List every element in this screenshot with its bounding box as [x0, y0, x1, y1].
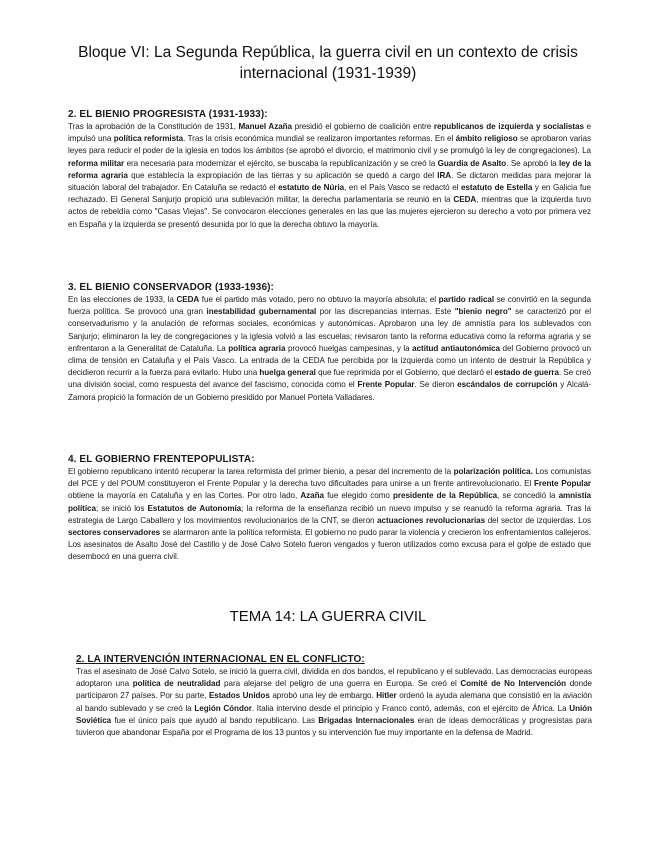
- page-title: Bloque VI: La Segunda República, la guerra civil en un contexto de crisis internacional (1931-1939): [78, 44, 578, 82]
- text-run: , se concedió la: [497, 491, 559, 501]
- bold-term: ley de la reforma agraria: [68, 158, 591, 180]
- paragraph: [68, 466, 591, 564]
- bold-term: actuaciones revolucionarias: [377, 515, 486, 525]
- bold-term: política de neutralidad: [132, 679, 221, 689]
- text-run: fue el único país que ayudó al bando republicano. Las: [111, 715, 319, 725]
- text-run: para alejarse del peligro de una guerra en Europa. Se creó el: [220, 679, 461, 689]
- bold-term: reforma militar: [68, 158, 125, 168]
- bold-term: Estados Unidos: [208, 691, 270, 701]
- paragraph: [68, 294, 591, 404]
- bold-term: política agraria: [228, 343, 286, 353]
- text-run: . Italia intervino desde el principio y Franco contó, además, con el ejército de África. La: [251, 703, 570, 713]
- bold-term: huelga general: [259, 368, 316, 378]
- text-run: Tras la aprobación de la Constitución de 1931,: [68, 122, 239, 131]
- section-heading-gobierno-frentepopulista: 4. EL GOBIERNO FRENTEPOPULISTA:: [68, 454, 255, 465]
- bold-term: Unión Soviética: [76, 703, 592, 725]
- text-run: . Se dieron: [414, 380, 458, 390]
- bold-term: presidente de la República: [393, 491, 498, 501]
- bold-term: "bienio negro": [454, 307, 512, 317]
- text-run: que fue reprimida por el Gobierno, que declaró el: [315, 368, 495, 378]
- text-run: , en el País Vasco se redactó el: [344, 183, 461, 193]
- text-run: donde participaron 27 países. Por su parte,: [76, 679, 592, 701]
- text-run: . Se dictaron medidas para mejorar la situación laboral del trabajador. En Cataluña se redactó el: [68, 170, 591, 193]
- bold-term: estatuto de Núria: [278, 183, 345, 193]
- text-run: ; se inició los: [95, 503, 148, 513]
- text-run: , mientras que la izquierda tuvo actos de rebeldía como "Casas Viejas". Se convocaron elecciones generales en las que las mujeres ejercieron su derecho a voto por primera vez en España y la izquierda se presentó desunida por lo que la derecha obtuvo la mayoría.: [68, 195, 591, 229]
- bold-term: sectores conservadores: [68, 528, 161, 538]
- text-run: Tras el asesinato de José Calvo Sotelo, se inició la guerra civil, dividida en dos bandos, el republicano y el sublevado. Las democracias europeas adoptaron una: [76, 667, 592, 689]
- text-run: se aprobaron varias leyes para reducir el poder de la iglesia en todos los ámbitos (se aprobó el divorcio, el matrimonio civil y se promulgó la ley de congregaciones). La: [68, 134, 591, 156]
- text-run: del Gobierno provocó un clima de tensión en Cataluña y el País Vasco. La entrada de la CEDA fue percibida por la izquierda como un intento de destruir la República y decidieron recurrir a la fuerza para evitarlo. Hubo una: [68, 343, 591, 378]
- bold-term: Comité de No Intervención: [460, 679, 567, 689]
- section-heading-bienio-progresista: 2. EL BIENIO PROGRESISTA (1931-1933):: [68, 109, 268, 120]
- bold-term: estado de guerra: [494, 368, 559, 378]
- bold-term: Estatutos de Autonomía: [147, 503, 242, 513]
- text-run: que establecía la expropiación de las tierras y su aplicación se quedó a cargo del: [127, 170, 438, 180]
- bold-term: política reformista: [113, 134, 184, 144]
- text-run: por las discrepancias internas. Este: [316, 307, 455, 317]
- section-heading-bienio-conservador: 3. EL BIENIO CONSERVADOR (1933-1936):: [68, 282, 274, 293]
- text-run: se alarmaron ante la política reformista. El gobierno no pudo parar la violencia y crecieron los enfrentamientos callejeros. Los asesinatos de Asalto José del Castillo y de José Calvo Sotelo fueron vengados y fueron utilizados como excusa para el golpe de estado que desembocó en una guerra civil.: [68, 528, 592, 562]
- tema-title: TEMA 14: LA GUERRA CIVIL: [229, 608, 427, 625]
- bold-term: IRA: [437, 170, 452, 180]
- bold-term: estatuto de Estella: [460, 183, 533, 193]
- text-run: eran de ideas democráticas y progresistas para tuvieron que abandonar España por el Programa de los 13 puntos y su intervención fue muy importante en la defensa de Madrid.: [76, 715, 593, 738]
- bold-term: republicanos de izquierda y socialistas: [433, 122, 584, 131]
- section-body-intervencion-internacional: [76, 666, 592, 739]
- bold-term: Brigadas Internacionales: [318, 715, 415, 725]
- bold-term: Manuel Azaña: [238, 122, 292, 131]
- text-run: . Tras la crisis económica mundial se realizaron importantes reformas. En el: [183, 134, 456, 144]
- bold-term: Legión Cóndor: [194, 703, 252, 713]
- text-run: ; la reforma de la enseñanza recibió un nuevo impulso y se reanudó la reforma agraria. Tras la estrategia de Largo Caballero y los movimientos revolucionarios de la CNT, se dieron: [68, 503, 591, 525]
- text-run: obtiene la mayoría en Cataluña y en las Cortes. Por otro lado,: [68, 491, 301, 501]
- text-run: El gobierno republicano intentó recuperar la tarea reformista del primer bienio, a pesar del incremento de la: [68, 467, 454, 476]
- text-run: Los comunistas del PCE y del POUM constituyeron el Frente Popular y la derecha tuvo dificultades para unirse a un frente antirevolucionario. El: [68, 467, 592, 489]
- text-run: se caracterizó por el conservadurismo y la anulación de reformas sociales, económicas y autonómicas. Aprobaron una ley de amnistía para los sublevados con Sanjurjo; eliminaron la ley de congregaciones y la iglesia volvió a las escuelas; revisaron tanto la reforma educativa como la reforma agraria y se enfrentaron a la Generalitat de Cataluña. La: [68, 307, 591, 353]
- text-run: aprobó una ley de embargo.: [269, 691, 377, 701]
- section-body-gobierno-frentepopulista: [68, 466, 591, 564]
- text-run: provocó huelgas campesinas, y la: [285, 343, 413, 353]
- paragraph: [68, 121, 591, 231]
- section-body-bienio-conservador: [68, 294, 591, 404]
- text-run: e impulsó una: [68, 122, 591, 144]
- bold-term: actitud antiautonómica: [412, 343, 500, 353]
- bold-term: Hitler: [376, 691, 397, 701]
- bold-term: Frente Popular: [534, 479, 591, 489]
- bold-term: escándalos de corrupción: [457, 380, 558, 390]
- text-run: y en Galicia fue rechazado. El General Sanjurjo propició una sublevación militar, la derecha parlamentaria se reunió en la: [68, 183, 592, 205]
- section-heading-intervencion-internacional: 2. LA INTERVENCIÓN INTERNACIONAL EN EL CONFLICTO:: [76, 654, 365, 665]
- bold-term: ámbito religioso: [455, 134, 518, 144]
- bold-term: Frente Popular: [357, 380, 415, 390]
- bold-term: Guardia de Asalto: [437, 158, 507, 168]
- text-run: fue elegido como: [323, 491, 393, 501]
- text-run: presidió el gobierno de coalición entre: [292, 122, 434, 131]
- bold-term: CEDA: [453, 195, 477, 205]
- bold-term: partido radical: [438, 295, 495, 304]
- text-run: fue el partido más votado, pero no obtuvo la mayoría absoluta; el: [199, 295, 439, 304]
- paragraph: [76, 666, 592, 739]
- text-run: ordenó la ayuda alemana que consistió en la aviación al bando sublevado y se creó la: [76, 691, 593, 713]
- text-run: . Se aprobó la: [506, 158, 560, 168]
- text-run: En las elecciones de 1933, la: [68, 295, 177, 304]
- text-run: y Alcalá-Zamora propició la formación de un Gobierno presidido por Manuel Portela Valladares.: [68, 380, 591, 402]
- bold-term: inestabilidad gubernamental: [206, 307, 317, 317]
- bold-term: Azaña: [300, 491, 324, 501]
- text-run: era necesaria para modernizar el ejército, se buscaba la republicanización y se creó la: [124, 158, 438, 168]
- bold-term: polarización política.: [453, 467, 533, 476]
- text-run: . Se creó una división social, como respuesta del avance del fascismo, conocida como el: [68, 368, 591, 390]
- bold-term: amnistía política: [68, 491, 591, 513]
- text-run: se convirtió en la segunda fuerza política. Se provocó una gran: [68, 295, 592, 317]
- text-run: del sector de izquierdas. Los: [485, 515, 592, 525]
- bold-term: CEDA: [176, 295, 200, 304]
- section-body-bienio-progresista: [68, 121, 591, 231]
